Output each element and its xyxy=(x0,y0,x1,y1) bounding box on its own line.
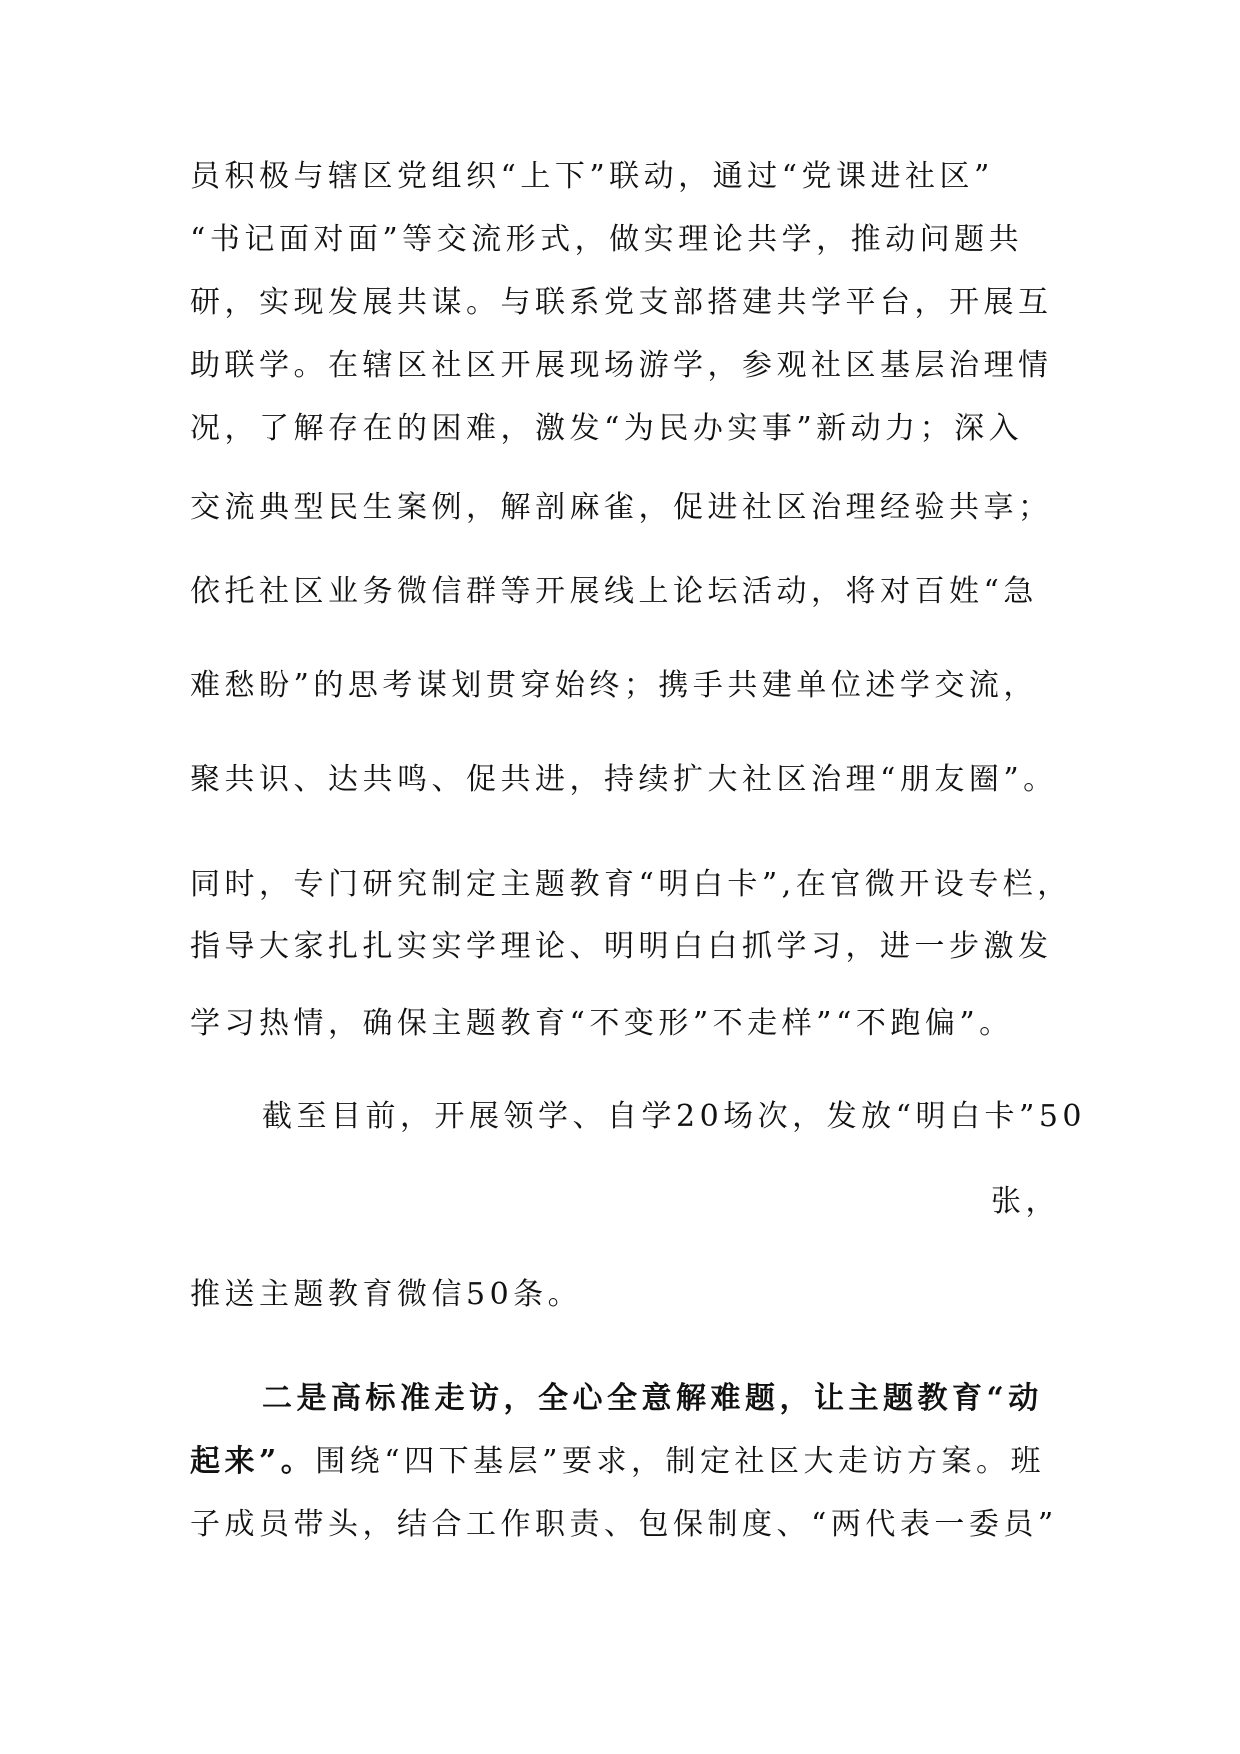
text-line xyxy=(190,1442,1045,1482)
text-line: 学习热情，确保主题教育“不变形”不走样”“不跑偏”。 xyxy=(190,1006,1014,1041)
text-line: 助联学。在辖区社区开展现场游学，参观社区基层治理情 xyxy=(190,348,1053,383)
section-heading: 二是高标准走访，全心全意解难题，让主题教育“动 xyxy=(262,1381,1043,1416)
text-line: 依托社区业务微信群等开展线上论坛活动，将对百姓“急 xyxy=(190,574,1038,609)
text-line: 推送主题教育微信50条。 xyxy=(190,1277,583,1312)
text-line: 交流典型民生案例，解剖麻雀，促进社区治理经验共享； xyxy=(190,490,1053,525)
text-line: 张， xyxy=(991,1184,1060,1219)
section-heading-end: 起来”。 xyxy=(190,1444,316,1479)
text-line: 聚共识、达共鸣、促共进，持续扩大社区治理“朋友圈”。 xyxy=(190,762,1058,797)
text-line: 员积极与辖区党组织“上下”联动，通过“党课进社区” xyxy=(190,159,994,194)
text-line: 同时，专门研究制定主题教育“明白卡”,在官微开设专栏， xyxy=(190,867,1072,902)
text-span: 围绕“四下基层”要求，制定社区大走访方案。班 xyxy=(315,1444,1045,1479)
text-line: 子成员带头，结合工作职责、包保制度、“两代表一委员” xyxy=(190,1507,1058,1542)
text-line: 况，了解存在的困难，激发“为民办实事”新动力；深入 xyxy=(190,411,1024,446)
text-line: 指导大家扎扎实实学理论、明明白白抓学习，进一步激发 xyxy=(190,929,1053,964)
text-line: 研，实现发展共谋。与联系党支部搭建共学平台，开展互 xyxy=(190,285,1053,320)
text-line: 难愁盼”的思考谋划贯穿始终；携手共建单位述学交流， xyxy=(190,668,1038,703)
text-line: 截至目前，开展领学、自学20场次，发放“明白卡”50 xyxy=(262,1099,1087,1134)
text-line: “书记面对面”等交流形式，做实理论共学，推动问题共 xyxy=(190,222,1024,257)
